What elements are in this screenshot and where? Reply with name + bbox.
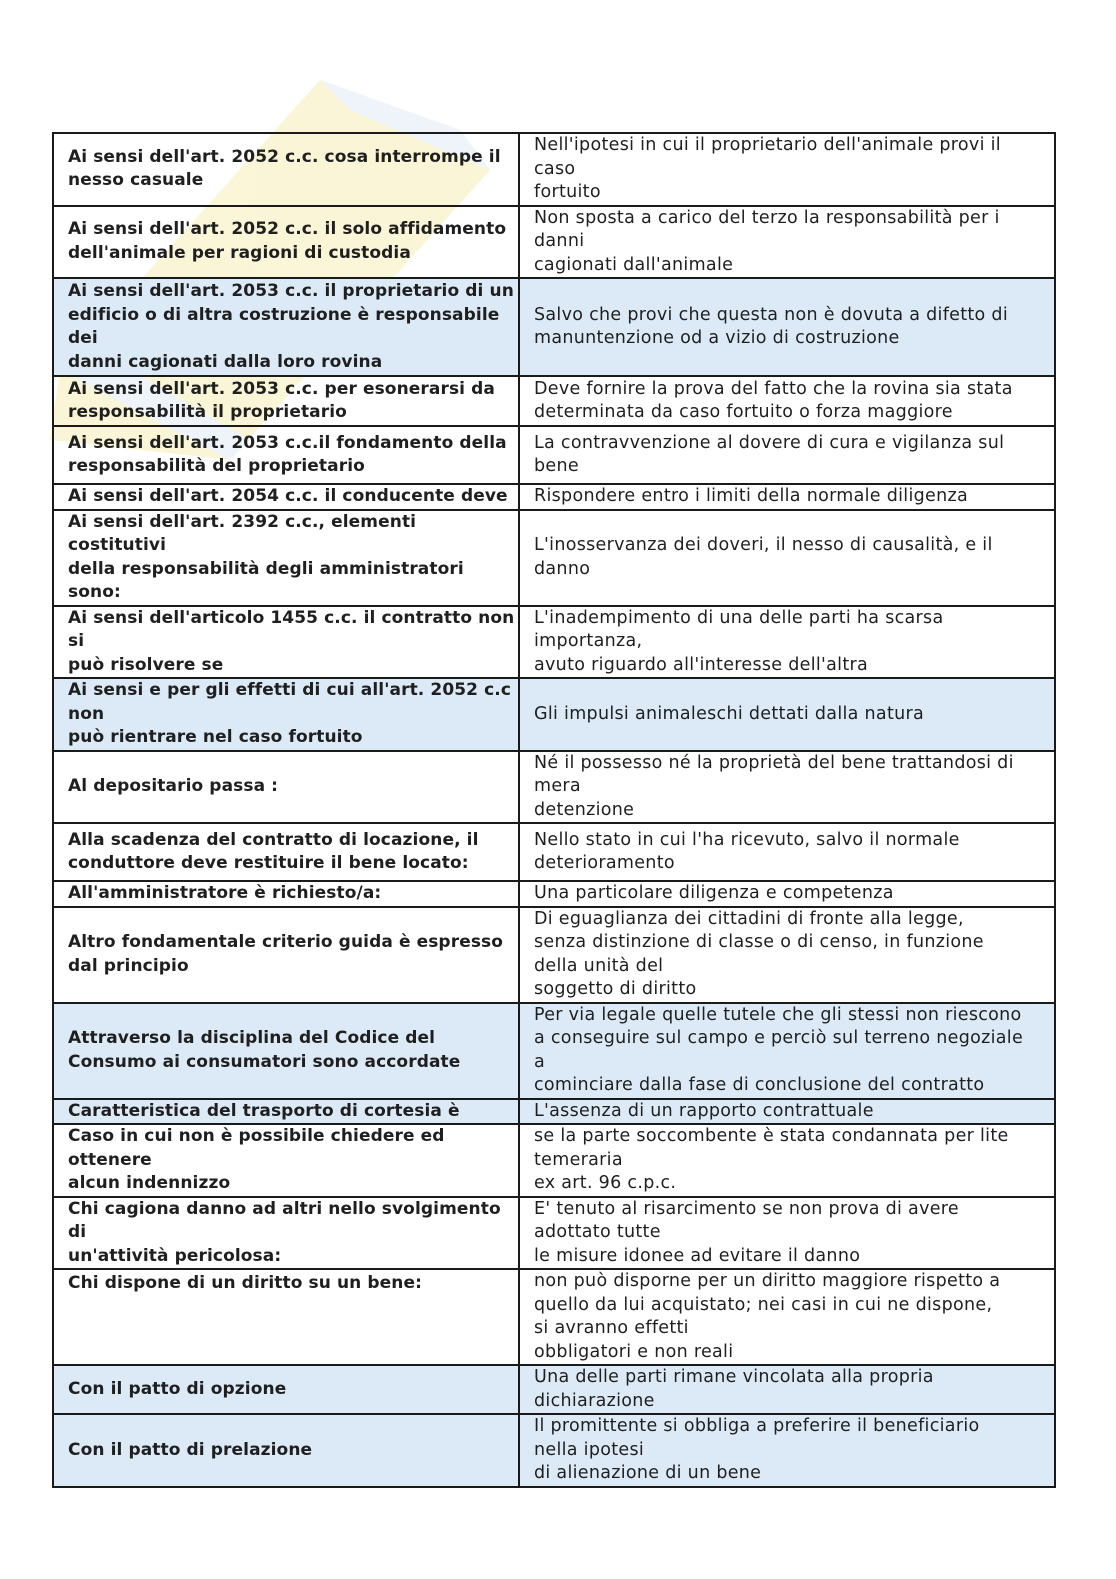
- answer-cell: L'inadempimento di una delle parti ha scarsa importanza, avuto riguardo all'interesse dell'altra: [519, 606, 1055, 679]
- table-row: [53, 1269, 1055, 1365]
- question-cell: Ai sensi dell'art. 2053 c.c. per esonerarsi da responsabilità il proprietario: [53, 376, 519, 426]
- answer-cell: E' tenuto al risarcimento se non prova di avere adottato tutte le misure idonee ad evitare il danno: [519, 1197, 1055, 1270]
- table-row: [53, 751, 1055, 824]
- question-cell: Con il patto di opzione: [53, 1365, 519, 1414]
- table-row: [53, 678, 1055, 751]
- table-row: [53, 606, 1055, 679]
- table-row: [53, 510, 1055, 606]
- answer-cell: L'assenza di un rapporto contrattuale: [519, 1099, 1055, 1125]
- question-cell: Attraverso la disciplina del Codice del Consumo ai consumatori sono accordate: [53, 1003, 519, 1099]
- question-cell: Chi dispone di un diritto su un bene:: [53, 1269, 519, 1365]
- table-row: [53, 376, 1055, 426]
- answer-cell: Il promittente si obbliga a preferire il beneficiario nella ipotesi di alienazione di un bene: [519, 1414, 1055, 1487]
- table-row: [53, 484, 1055, 510]
- answer-cell: Una delle parti rimane vincolata alla propria dichiarazione: [519, 1365, 1055, 1414]
- qa-table: [52, 132, 1056, 1488]
- table-row: [53, 278, 1055, 376]
- table-row: [53, 823, 1055, 881]
- table-row: [53, 1124, 1055, 1197]
- question-cell: All'amministratore è richiesto/a:: [53, 881, 519, 907]
- table-row: [53, 426, 1055, 484]
- answer-cell: non può disporne per un diritto maggiore rispetto a quello da lui acquistato; nei casi in cui ne dispone, si avranno effetti obbligatori e non reali: [519, 1269, 1055, 1365]
- table-row: [53, 1003, 1055, 1099]
- answer-cell: Una particolare diligenza e competenza: [519, 881, 1055, 907]
- question-cell: Chi cagiona danno ad altri nello svolgimento di un'attività pericolosa:: [53, 1197, 519, 1270]
- answer-cell: Non sposta a carico del terzo la responsabilità per i danni cagionati dall'animale: [519, 206, 1055, 279]
- question-cell: Ai sensi dell'art. 2392 c.c., elementi costitutivi della responsabilità degli amministratori sono:: [53, 510, 519, 606]
- question-cell: Al depositario passa :: [53, 751, 519, 824]
- question-cell: Con il patto di prelazione: [53, 1414, 519, 1487]
- table-row: [53, 1099, 1055, 1125]
- question-cell: Ai sensi e per gli effetti di cui all'art. 2052 c.c non può rientrare nel caso fortuito: [53, 678, 519, 751]
- question-cell: Ai sensi dell'art. 2052 c.c. cosa interrompe il nesso casuale: [53, 133, 519, 206]
- table-row: [53, 881, 1055, 907]
- question-cell: Caratteristica del trasporto di cortesia è: [53, 1099, 519, 1125]
- answer-cell: La contravvenzione al dovere di cura e vigilanza sul bene: [519, 426, 1055, 484]
- table-row: [53, 1197, 1055, 1270]
- answer-cell: Né il possesso né la proprietà del bene trattandosi di mera detenzione: [519, 751, 1055, 824]
- table-row: [53, 907, 1055, 1003]
- table-row: [53, 1365, 1055, 1414]
- table-row: [53, 206, 1055, 279]
- question-cell: Ai sensi dell'art. 2053 c.c.il fondamento della responsabilità del proprietario: [53, 426, 519, 484]
- answer-cell: L'inosservanza dei doveri, il nesso di causalità, e il danno: [519, 510, 1055, 606]
- answer-cell: Nello stato in cui l'ha ricevuto, salvo il normale deterioramento: [519, 823, 1055, 881]
- table-row: [53, 133, 1055, 206]
- question-cell: Ai sensi dell'art. 2054 c.c. il conducente deve: [53, 484, 519, 510]
- question-cell: Ai sensi dell'articolo 1455 c.c. il contratto non si può risolvere se: [53, 606, 519, 679]
- question-cell: Alla scadenza del contratto di locazione, il conduttore deve restituire il bene locato:: [53, 823, 519, 881]
- answer-cell: Per via legale quelle tutele che gli stessi non riescono a conseguire sul campo e perciò sul terreno negoziale a cominciare dalla fase di conclusione del contratto: [519, 1003, 1055, 1099]
- answer-cell: Nell'ipotesi in cui il proprietario dell'animale provi il caso fortuito: [519, 133, 1055, 206]
- answer-cell: Gli impulsi animaleschi dettati dalla natura: [519, 678, 1055, 751]
- answer-cell: Salvo che provi che questa non è dovuta a difetto di manuntenzione od a vizio di costruzione: [519, 278, 1055, 376]
- answer-cell: Deve fornire la prova del fatto che la rovina sia stata determinata da caso fortuito o forza maggiore: [519, 376, 1055, 426]
- answer-cell: Di eguaglianza dei cittadini di fronte alla legge, senza distinzione di classe o di censo, in funzione della unità del soggetto di diritto: [519, 907, 1055, 1003]
- question-cell: Ai sensi dell'art. 2053 c.c. il proprietario di un edificio o di altra costruzione è responsabile dei danni cagionati dalla loro rovina: [53, 278, 519, 376]
- table-row: [53, 1414, 1055, 1487]
- answer-cell: Rispondere entro i limiti della normale diligenza: [519, 484, 1055, 510]
- question-cell: Ai sensi dell'art. 2052 c.c. il solo affidamento dell'animale per ragioni di custodia: [53, 206, 519, 279]
- question-cell: Altro fondamentale criterio guida è espresso dal principio: [53, 907, 519, 1003]
- answer-cell: se la parte soccombente è stata condannata per lite temeraria ex art. 96 c.p.c.: [519, 1124, 1055, 1197]
- question-cell: Caso in cui non è possibile chiedere ed ottenere alcun indennizzo: [53, 1124, 519, 1197]
